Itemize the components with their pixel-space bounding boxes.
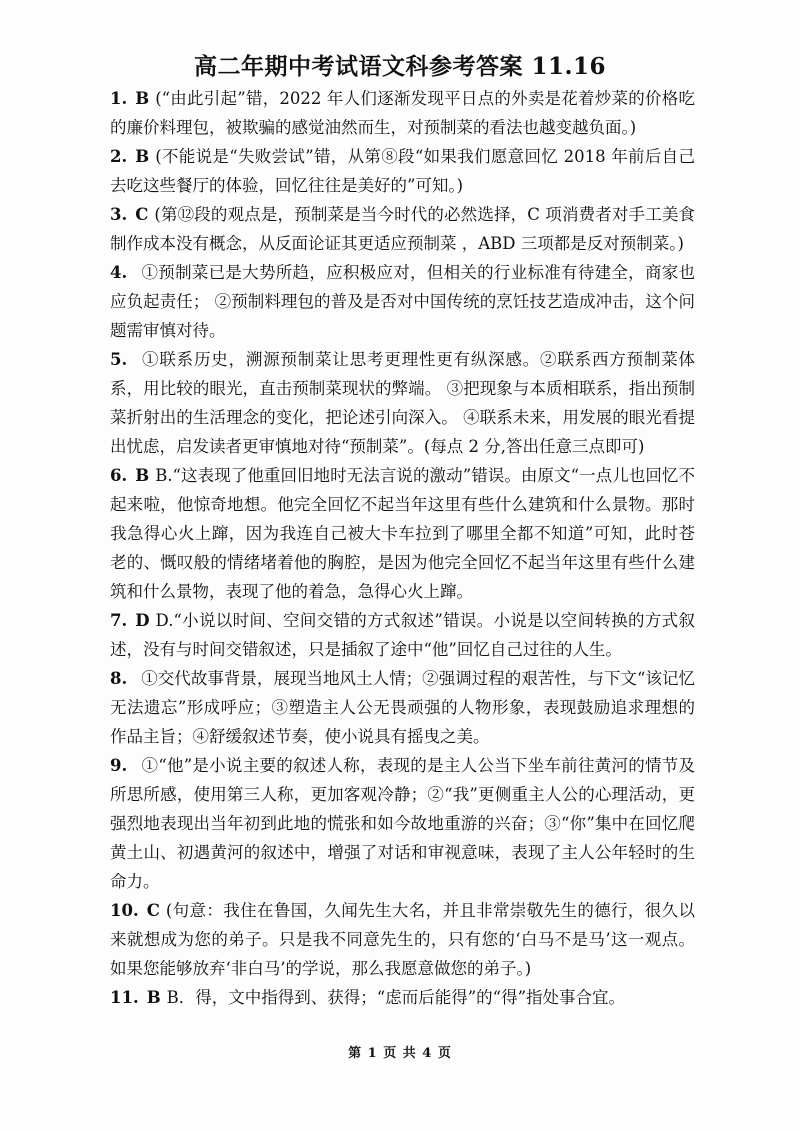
- answer-explanation: D.“小说以时间、空间交错的方式叙述”错误。小说是以空间转换的方式叙述，没有与时间交错叙述，只是插叙了途中“他”回忆自己过往的人生。: [110, 611, 695, 659]
- answer-item-8: [110, 664, 695, 751]
- answer-choice: B: [135, 466, 150, 485]
- answer-explanation: ①预制菜已是大势所趋，应积极应对，但相关的行业标准有待建全，商家也应负起责任； ②预制料理包的普及是否对中国传统的烹饪技艺造成冲击，这个问题需审慎对待。: [110, 263, 695, 340]
- answer-choice: C: [135, 205, 149, 224]
- answer-list: [110, 84, 695, 1012]
- answer-item-4: [110, 258, 695, 345]
- question-number: 11.: [110, 988, 139, 1007]
- answer-explanation: (“由此引起”错，2022 年人们逐渐发现平日点的外卖是花着炒菜的价格吃的廉价料理包，被欺骗的感觉油然而生，对预制菜的看法也越变越负面。): [110, 89, 695, 137]
- question-number: 2.: [110, 147, 128, 166]
- answer-explanation: (句意：我住在鲁国，久闻先生大名，并且非常崇敬先生的德行，很久以来就想成为您的弟子。只是我不同意先生的，只有您的‘白马不是马’这一观点。如果您能够放弃‘非白马’的学说，那么我愿意做您的弟子。): [110, 901, 695, 978]
- answer-item-1: [110, 84, 695, 142]
- answer-explanation: ①交代故事背景，展现当地风土人情；②强调过程的艰苦性，与下文“该记忆无法遗忘”形成呼应；③塑造主人公无畏顽强的人物形象，表现鼓励追求理想的作品主旨；④舒缓叙述节奏，使小说具有摇曳之美。: [110, 669, 695, 746]
- question-number: 3.: [110, 205, 128, 224]
- answer-item-11: [110, 983, 695, 1012]
- question-number: 8.: [110, 669, 128, 688]
- answer-choice: D: [135, 611, 150, 630]
- answer-choice: C: [146, 901, 160, 920]
- answer-explanation: ①“他”是小说主要的叙述人称，表现的是主人公当下坐车前往黄河的情节及所思所感，使用第三人称，更加客观冷静；②“我”更侧重主人公的心理活动，更强烈地表现出当年初到此地的慌张和如今故地重游的兴奋；③“你”集中在回忆爬黄土山、初遇黄河的叙述中，增强了对话和审视意味，表现了主人公年轻时的生命力。: [110, 756, 695, 891]
- answer-explanation: (第⑫段的观点是，预制菜是当今时代的必然选择，C 项消费者对手工美食制作成本没有概念，从反面论证其更适应预制菜 ，ABD 三项都是反对预制菜。): [110, 205, 695, 253]
- answer-choice: B: [146, 988, 161, 1007]
- question-number: 7.: [110, 611, 128, 630]
- answer-explanation: (不能说是“失败尝试”错，从第⑧段“如果我们愿意回忆 2018 年前后自己去吃这些餐厅的体验，回忆往往是美好的”可知。): [110, 147, 695, 195]
- answer-explanation: B．得，文中指得到、获得；“虑而后能得”的“得”指处事合宜。: [166, 988, 626, 1007]
- answer-item-5: [110, 345, 695, 461]
- answer-explanation: B.“这表现了他重回旧地时无法言说的激动”错误。由原文“一点儿也回忆不起来啦，他惊奇地想。他完全回忆不起当年这里有些什么建筑和什么景物。那时我急得心火上蹿，因为我连自己被大卡车拉到了哪里全都不知道”可知，此时苍老的、慨叹般的情绪堵着他的胸腔，是因为他完全回忆不起当年这里有些什么建筑和什么景物，表现了他的着急，急得心火上蹿。: [110, 466, 695, 601]
- answer-item-10: [110, 896, 695, 983]
- question-number: 10.: [110, 901, 139, 920]
- question-number: 6.: [110, 466, 128, 485]
- answer-item-7: [110, 606, 695, 664]
- question-number: 4.: [110, 263, 128, 282]
- answer-item-2: [110, 142, 695, 200]
- answer-item-3: [110, 200, 695, 258]
- answer-choice: B: [135, 89, 150, 108]
- answer-item-9: [110, 751, 695, 896]
- question-number: 5.: [110, 350, 128, 369]
- answer-choice: B: [135, 147, 150, 166]
- page-title: 高二年期中考试语文科参考答案 11.16: [193, 53, 607, 80]
- answer-item-6: [110, 461, 695, 606]
- page-footer: 第 1 页 共 4 页: [348, 1046, 452, 1061]
- question-number: 1.: [110, 89, 128, 108]
- answer-explanation: ①联系历史，溯源预制菜让思考更理性更有纵深感。②联系西方预制菜体系，用比较的眼光，直击预制菜现状的弊端。 ③把现象与本质相联系，指出预制菜折射出的生活理念的变化，把论述引向深入。 ④联系未来，用发展的眼光看提出忧虑，启发读者更审慎地对待“预制菜”。(每点 2 分,答出任意三点即可): [110, 350, 695, 456]
- question-number: 9.: [110, 756, 128, 775]
